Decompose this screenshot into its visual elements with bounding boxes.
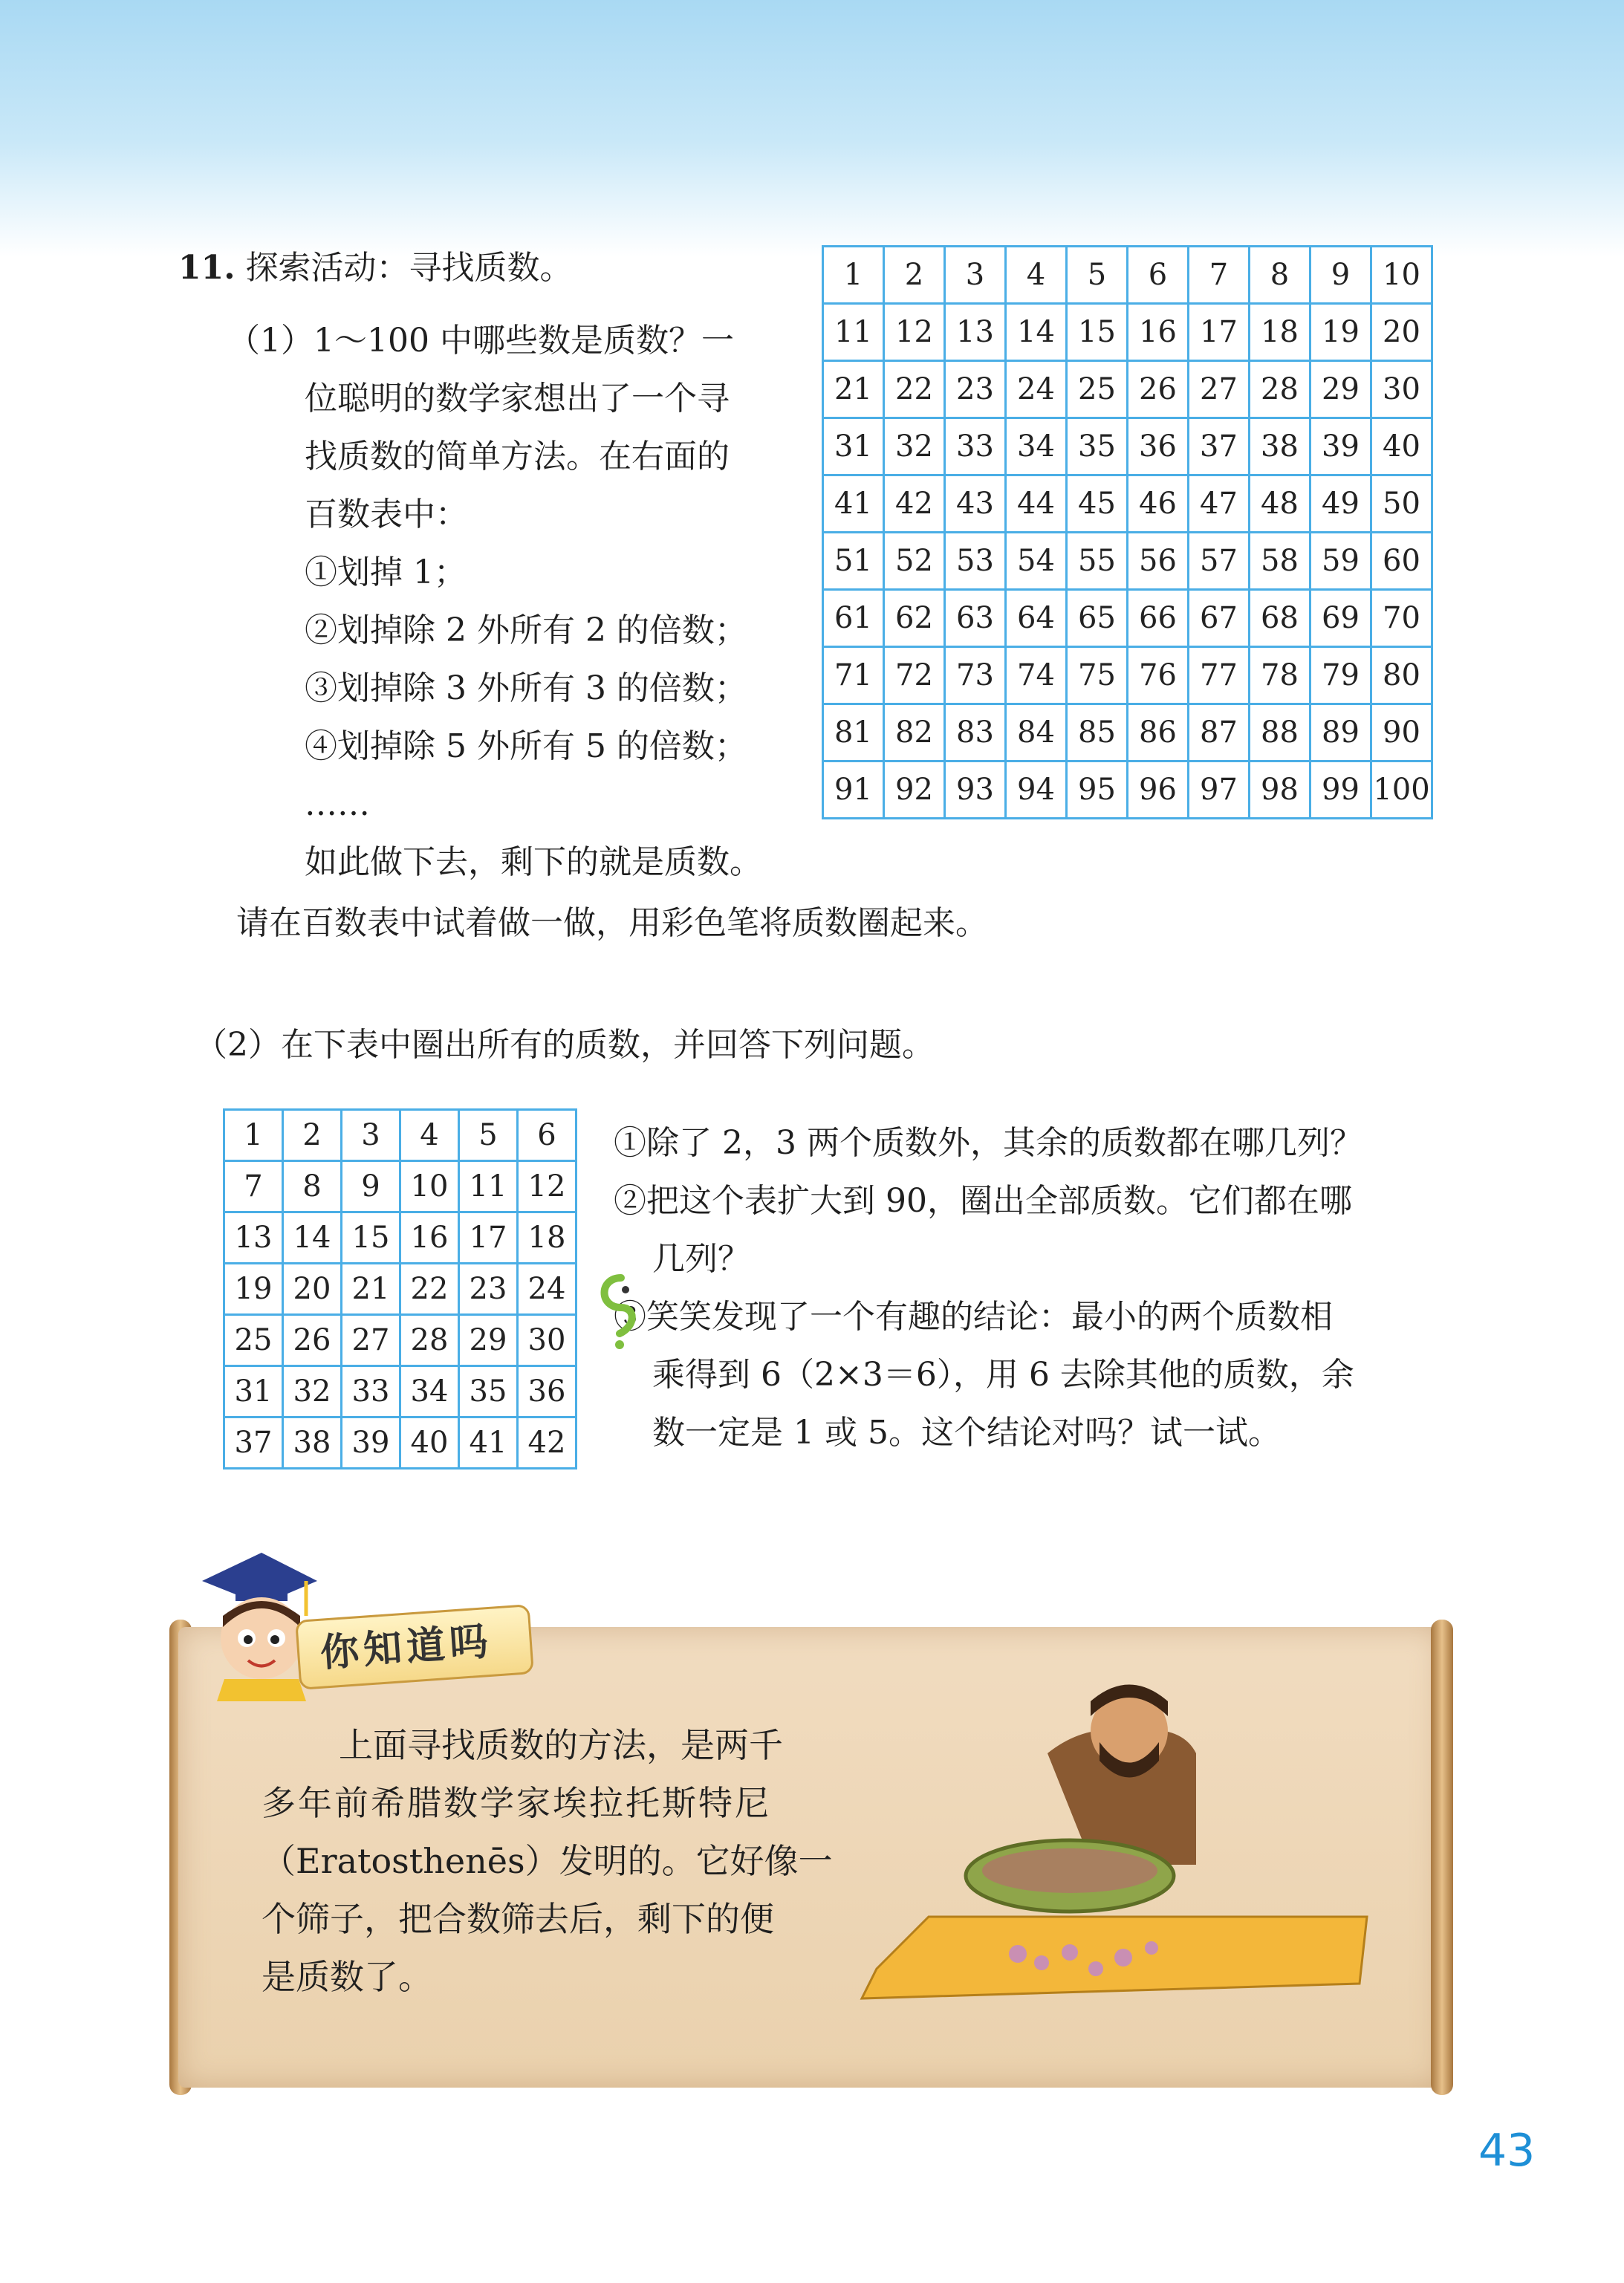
table-cell: 79 <box>1310 647 1371 704</box>
part1-line: 找质数的简单方法。在右面的 <box>305 438 730 475</box>
table-cell: 83 <box>945 704 1006 761</box>
table-cell: 12 <box>518 1161 576 1212</box>
question-3-cont: 乘得到 6（2×3＝6），用 6 去除其他的质数，余 <box>652 1356 1354 1394</box>
table-cell: 32 <box>884 418 945 475</box>
table-cell: 14 <box>1006 304 1067 361</box>
table-row <box>823 361 1432 418</box>
table-cell: 31 <box>224 1366 283 1417</box>
table-cell: 67 <box>1189 590 1250 647</box>
table-cell: 17 <box>459 1212 518 1264</box>
table-cell: 98 <box>1250 761 1310 819</box>
part1-conclusion: 如此做下去，剩下的就是质数。 <box>305 843 762 881</box>
problem-number: 11. <box>178 249 236 287</box>
table-cell: 11 <box>459 1161 518 1212</box>
table-cell: 24 <box>1006 361 1067 418</box>
table-cell: 25 <box>1067 361 1128 418</box>
table-cell: 27 <box>1189 361 1250 418</box>
table-cell: 97 <box>1189 761 1250 819</box>
table-row <box>224 1110 576 1161</box>
table-cell: 39 <box>342 1417 400 1469</box>
step-4: ④划掉除 5 外所有 5 的倍数； <box>305 727 747 765</box>
table-cell: 36 <box>1128 418 1189 475</box>
table-cell: 77 <box>1189 647 1250 704</box>
table-cell: 5 <box>1067 247 1128 304</box>
question-1: ①除了 2，3 两个质数外，其余的质数都在哪几列？ <box>614 1124 1362 1162</box>
table-cell: 29 <box>459 1315 518 1366</box>
table-cell: 55 <box>1067 533 1128 590</box>
dyk-line: 个筛子，把合数筛去后，剩下的便 <box>262 1899 774 1939</box>
table-cell: 18 <box>1250 304 1310 361</box>
table-row <box>823 475 1432 533</box>
table-cell: 7 <box>224 1161 283 1212</box>
table-cell: 84 <box>1006 704 1067 761</box>
table-row <box>823 418 1432 475</box>
table-cell: 28 <box>1250 361 1310 418</box>
table-row <box>823 590 1432 647</box>
table-cell: 95 <box>1067 761 1128 819</box>
table-cell: 13 <box>945 304 1006 361</box>
table-cell: 56 <box>1128 533 1189 590</box>
table-cell: 50 <box>1371 475 1432 533</box>
table-cell: 2 <box>283 1110 342 1161</box>
dyk-line: 是质数了。 <box>262 1957 432 1997</box>
table-cell: 4 <box>400 1110 459 1161</box>
table-cell: 92 <box>884 761 945 819</box>
scroll-roller-right <box>1431 1620 1453 2095</box>
table-cell: 75 <box>1067 647 1128 704</box>
problem-title: 探索活动：寻找质数。 <box>245 249 573 287</box>
table-cell: 28 <box>400 1315 459 1366</box>
table-cell: 63 <box>945 590 1006 647</box>
table-cell: 81 <box>823 704 884 761</box>
table-cell: 6 <box>518 1110 576 1161</box>
table-row <box>823 247 1432 304</box>
table-cell: 32 <box>283 1366 342 1417</box>
table-cell: 88 <box>1250 704 1310 761</box>
table-cell: 8 <box>283 1161 342 1212</box>
table-cell: 16 <box>1128 304 1189 361</box>
table-cell: 90 <box>1371 704 1432 761</box>
table-cell: 91 <box>823 761 884 819</box>
table-cell: 38 <box>283 1417 342 1469</box>
table-cell: 87 <box>1189 704 1250 761</box>
dyk-line: （Eratosthenēs）发明的。它好像一 <box>262 1841 833 1881</box>
table-cell: 69 <box>1310 590 1371 647</box>
table-cell: 26 <box>1128 361 1189 418</box>
ellipsis: …… <box>305 785 370 823</box>
table-cell: 41 <box>823 475 884 533</box>
table-cell: 76 <box>1128 647 1189 704</box>
table-cell: 100 <box>1371 761 1432 819</box>
table-cell: 82 <box>884 704 945 761</box>
table-cell: 39 <box>1310 418 1371 475</box>
part1-line: （1）1～100 中哪些数是质数？一 <box>227 322 734 360</box>
table-cell: 20 <box>283 1264 342 1315</box>
table-cell: 52 <box>884 533 945 590</box>
table-row <box>823 647 1432 704</box>
table-cell: 96 <box>1128 761 1189 819</box>
table-cell: 42 <box>884 475 945 533</box>
problem-title-row <box>178 239 573 297</box>
dyk-line: 上面寻找质数的方法，是两千 <box>339 1725 783 1765</box>
table-cell: 80 <box>1371 647 1432 704</box>
table-cell: 93 <box>945 761 1006 819</box>
table-cell: 15 <box>342 1212 400 1264</box>
table-cell: 30 <box>518 1315 576 1366</box>
page-number: 43 <box>1478 2125 1536 2177</box>
table-cell: 29 <box>1310 361 1371 418</box>
table-cell: 1 <box>823 247 884 304</box>
table-cell: 1 <box>224 1110 283 1161</box>
table-cell: 58 <box>1250 533 1310 590</box>
part1-line: 百数表中： <box>305 496 468 533</box>
table-row <box>224 1417 576 1469</box>
table-cell: 70 <box>1371 590 1432 647</box>
table-cell: 66 <box>1128 590 1189 647</box>
table-cell: 89 <box>1310 704 1371 761</box>
table-row <box>823 704 1432 761</box>
table-cell: 40 <box>400 1417 459 1469</box>
table-cell: 12 <box>884 304 945 361</box>
table-row <box>823 304 1432 361</box>
table-cell: 5 <box>459 1110 518 1161</box>
table-cell: 3 <box>945 247 1006 304</box>
table-cell: 6 <box>1128 247 1189 304</box>
six-column-table <box>223 1108 577 1470</box>
mascot-icon <box>591 1263 651 1352</box>
table-cell: 47 <box>1189 475 1250 533</box>
table-cell: 78 <box>1250 647 1310 704</box>
table-cell: 10 <box>400 1161 459 1212</box>
step-1: ①划掉 1； <box>305 553 467 591</box>
table-cell: 94 <box>1006 761 1067 819</box>
table-cell: 16 <box>400 1212 459 1264</box>
table-cell: 60 <box>1371 533 1432 590</box>
table-row <box>224 1212 576 1264</box>
table-cell: 74 <box>1006 647 1067 704</box>
table-cell: 57 <box>1189 533 1250 590</box>
dyk-line: 多年前希腊数学家埃拉托斯特尼 <box>262 1783 771 1823</box>
table-row <box>224 1264 576 1315</box>
part1-line: 位聪明的数学家想出了一个寻 <box>305 380 730 418</box>
table-cell: 9 <box>1310 247 1371 304</box>
hundred-table <box>822 245 1433 819</box>
table-cell: 35 <box>459 1366 518 1417</box>
table-cell: 33 <box>342 1366 400 1417</box>
table-row <box>224 1315 576 1366</box>
table-cell: 62 <box>884 590 945 647</box>
table-cell: 10 <box>1371 247 1432 304</box>
table-cell: 24 <box>518 1264 576 1315</box>
table-cell: 4 <box>1006 247 1067 304</box>
question-3: ③笑笑发现了一个有趣的结论：最小的两个质数相 <box>614 1298 1333 1336</box>
table-cell: 86 <box>1128 704 1189 761</box>
table-row <box>823 533 1432 590</box>
question-2: ②把这个表扩大到 90，圈出全部质数。它们都在哪 <box>614 1182 1352 1220</box>
table-cell: 30 <box>1371 361 1432 418</box>
table-cell: 44 <box>1006 475 1067 533</box>
table-cell: 38 <box>1250 418 1310 475</box>
table-cell: 49 <box>1310 475 1371 533</box>
table-row <box>224 1366 576 1417</box>
table-cell: 26 <box>283 1315 342 1366</box>
table-cell: 18 <box>518 1212 576 1264</box>
table-cell: 71 <box>823 647 884 704</box>
table-cell: 25 <box>224 1315 283 1366</box>
table-cell: 2 <box>884 247 945 304</box>
table-cell: 21 <box>342 1264 400 1315</box>
table-cell: 85 <box>1067 704 1128 761</box>
question-3-cont: 数一定是 1 或 5。这个结论对吗？试一试。 <box>652 1414 1281 1452</box>
table-cell: 34 <box>1006 418 1067 475</box>
table-cell: 36 <box>518 1366 576 1417</box>
table-cell: 99 <box>1310 761 1371 819</box>
table-cell: 22 <box>400 1264 459 1315</box>
table-cell: 45 <box>1067 475 1128 533</box>
table-cell: 37 <box>224 1417 283 1469</box>
table-cell: 54 <box>1006 533 1067 590</box>
table-cell: 64 <box>1006 590 1067 647</box>
table-cell: 51 <box>823 533 884 590</box>
table-cell: 19 <box>1310 304 1371 361</box>
table-cell: 68 <box>1250 590 1310 647</box>
table-cell: 3 <box>342 1110 400 1161</box>
table-cell: 61 <box>823 590 884 647</box>
table-cell: 31 <box>823 418 884 475</box>
step-3: ③划掉除 3 外所有 3 的倍数； <box>305 669 747 707</box>
table-cell: 20 <box>1371 304 1432 361</box>
table-cell: 40 <box>1371 418 1432 475</box>
table-cell: 72 <box>884 647 945 704</box>
table-cell: 23 <box>459 1264 518 1315</box>
table-cell: 13 <box>224 1212 283 1264</box>
table-cell: 33 <box>945 418 1006 475</box>
step-2: ②划掉除 2 外所有 2 的倍数； <box>305 611 747 649</box>
table-cell: 42 <box>518 1417 576 1469</box>
table-cell: 9 <box>342 1161 400 1212</box>
question-2-cont: 几列？ <box>652 1240 750 1278</box>
table-cell: 73 <box>945 647 1006 704</box>
table-cell: 27 <box>342 1315 400 1366</box>
table-cell: 37 <box>1189 418 1250 475</box>
table-cell: 53 <box>945 533 1006 590</box>
table-row <box>823 761 1432 819</box>
banner-title: 你知道吗 <box>319 1619 494 1676</box>
table-cell: 17 <box>1189 304 1250 361</box>
table-cell: 34 <box>400 1366 459 1417</box>
table-row <box>224 1161 576 1212</box>
table-cell: 48 <box>1250 475 1310 533</box>
table-cell: 15 <box>1067 304 1128 361</box>
part1-instruction: 请在百数表中试着做一做，用彩色笔将质数圈起来。 <box>236 904 988 942</box>
table-cell: 46 <box>1128 475 1189 533</box>
table-cell: 11 <box>823 304 884 361</box>
eratosthenes-illustration-icon <box>847 1672 1426 2021</box>
table-cell: 23 <box>945 361 1006 418</box>
table-cell: 65 <box>1067 590 1128 647</box>
table-cell: 21 <box>823 361 884 418</box>
table-cell: 19 <box>224 1264 283 1315</box>
table-cell: 8 <box>1250 247 1310 304</box>
part2-heading: （2）在下表中圈出所有的质数，并回答下列问题。 <box>195 1026 935 1064</box>
table-cell: 43 <box>945 475 1006 533</box>
table-cell: 59 <box>1310 533 1371 590</box>
table-cell: 35 <box>1067 418 1128 475</box>
table-cell: 14 <box>283 1212 342 1264</box>
table-cell: 7 <box>1189 247 1250 304</box>
table-cell: 22 <box>884 361 945 418</box>
header-band <box>0 0 1624 256</box>
table-cell: 41 <box>459 1417 518 1469</box>
